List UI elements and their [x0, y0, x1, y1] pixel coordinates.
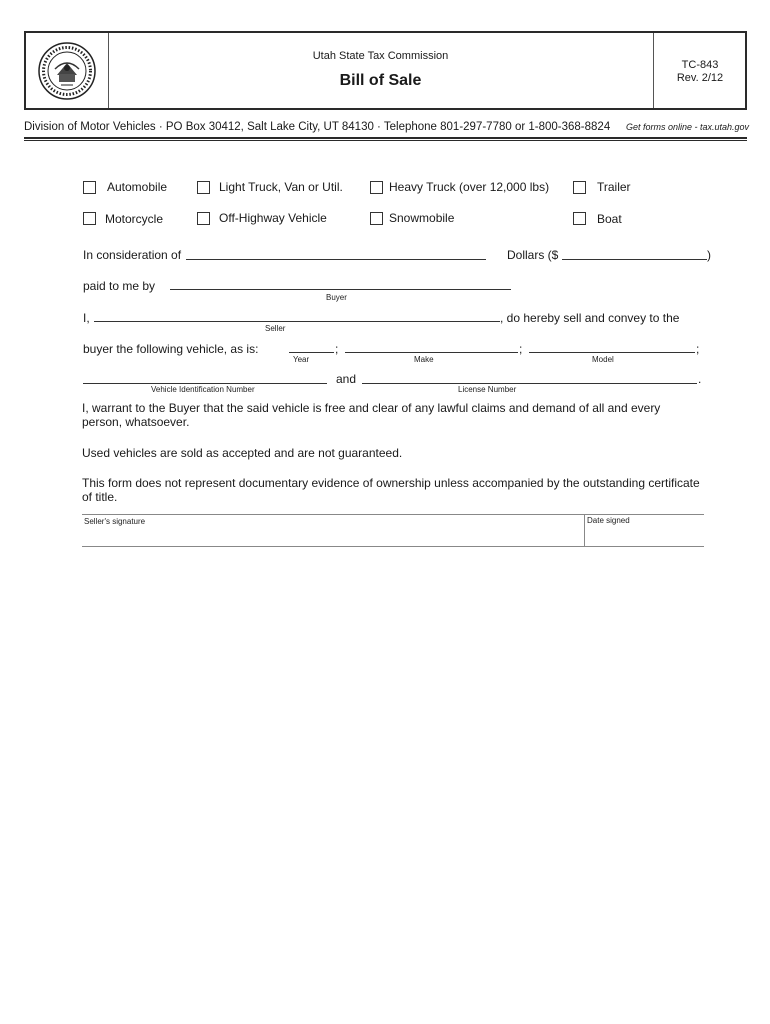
seller-signature-field[interactable]: [84, 527, 580, 545]
motorcycle-checkbox[interactable]: [83, 212, 96, 225]
header-rule: [24, 137, 747, 139]
heavy-truck-checkbox[interactable]: [370, 181, 383, 194]
year-field[interactable]: [289, 352, 334, 353]
boat-label: Boat: [597, 212, 622, 226]
date-signed-field[interactable]: [587, 527, 699, 545]
separator-3: ;: [696, 342, 700, 356]
signature-divider: [584, 515, 585, 547]
consideration-amount-field[interactable]: [186, 259, 486, 260]
make-caption: Make: [414, 355, 434, 364]
dollars-close: ): [707, 248, 711, 262]
online-forms-link[interactable]: Get forms online - tax.utah.gov: [626, 122, 750, 132]
separator-1: ;: [335, 342, 339, 356]
consideration-label: In consideration of: [83, 248, 182, 262]
license-caption: License Number: [458, 385, 517, 394]
off-highway-label: Off-Highway Vehicle: [219, 211, 327, 225]
motorcycle-label: Motorcycle: [105, 212, 164, 226]
vin-field[interactable]: [83, 383, 327, 384]
buyer-name-field[interactable]: [170, 289, 511, 290]
end-period: .: [698, 372, 702, 386]
snowmobile-label: Snowmobile: [389, 211, 455, 225]
date-signed-label: Date signed: [587, 516, 630, 525]
snowmobile-checkbox[interactable]: [370, 212, 383, 225]
make-field[interactable]: [345, 352, 518, 353]
dollars-amount-field[interactable]: [562, 259, 707, 260]
heavy-truck-label: Heavy Truck (over 12,000 lbs): [389, 180, 550, 194]
model-caption: Model: [592, 355, 614, 364]
utah-state-seal-icon: [37, 41, 97, 101]
trailer-label: Trailer: [597, 180, 631, 194]
warrant-statement: I, warrant to the Buyer that the said vehicle is free and clear of any lawful claims and demand of all and every person, whatsoever.: [82, 401, 661, 429]
automobile-checkbox[interactable]: [83, 181, 96, 194]
vehicle-label: buyer the following vehicle, as is:: [83, 342, 259, 356]
header-rule-thin: [24, 140, 747, 141]
seller-signature-label: Seller's signature: [84, 517, 146, 526]
signature-block: [82, 514, 704, 547]
model-field[interactable]: [529, 352, 695, 353]
year-caption: Year: [293, 355, 310, 364]
seller-caption: Seller: [265, 324, 286, 333]
document-title: Bill of Sale: [339, 72, 422, 89]
automobile-label: Automobile: [107, 180, 168, 194]
light-truck-checkbox[interactable]: [197, 181, 210, 194]
seal-cell: [26, 33, 109, 108]
boat-checkbox[interactable]: [573, 212, 586, 225]
agency-name: Utah State Tax Commission: [312, 50, 449, 62]
separator-2: ;: [519, 342, 523, 356]
form-revision: Rev. 2/12: [676, 72, 724, 84]
i-label: I,: [83, 311, 90, 325]
form-header: [24, 31, 747, 110]
light-truck-label: Light Truck, Van or Util.: [219, 180, 343, 194]
sell-convey-label: , do hereby sell and convey to the: [500, 311, 680, 325]
paid-label: paid to me by: [83, 279, 156, 293]
used-vehicle-statement: Used vehicles are sold as accepted and are not guaranteed.: [82, 446, 403, 460]
division-address-line: Division of Motor Vehicles · PO Box 30412, Salt Lake City, UT 84130 · Telephone 801-297-7780 or 1-800-368-8824: [24, 121, 611, 133]
title-cell: [108, 33, 653, 108]
trailer-checkbox[interactable]: [573, 181, 586, 194]
form-number: TC-843: [681, 59, 719, 71]
license-number-field[interactable]: [362, 383, 697, 384]
off-highway-checkbox[interactable]: [197, 212, 210, 225]
seller-name-field[interactable]: [94, 321, 500, 322]
vin-caption: Vehicle Identification Number: [151, 385, 255, 394]
ownership-statement: This form does not represent documentary evidence of ownership unless accompanied by the outstanding certificate of title.: [82, 476, 700, 504]
buyer-caption: Buyer: [326, 293, 347, 302]
form-number-cell: [653, 33, 746, 108]
dollars-label: Dollars ($: [507, 248, 559, 262]
and-label: and: [336, 372, 357, 386]
